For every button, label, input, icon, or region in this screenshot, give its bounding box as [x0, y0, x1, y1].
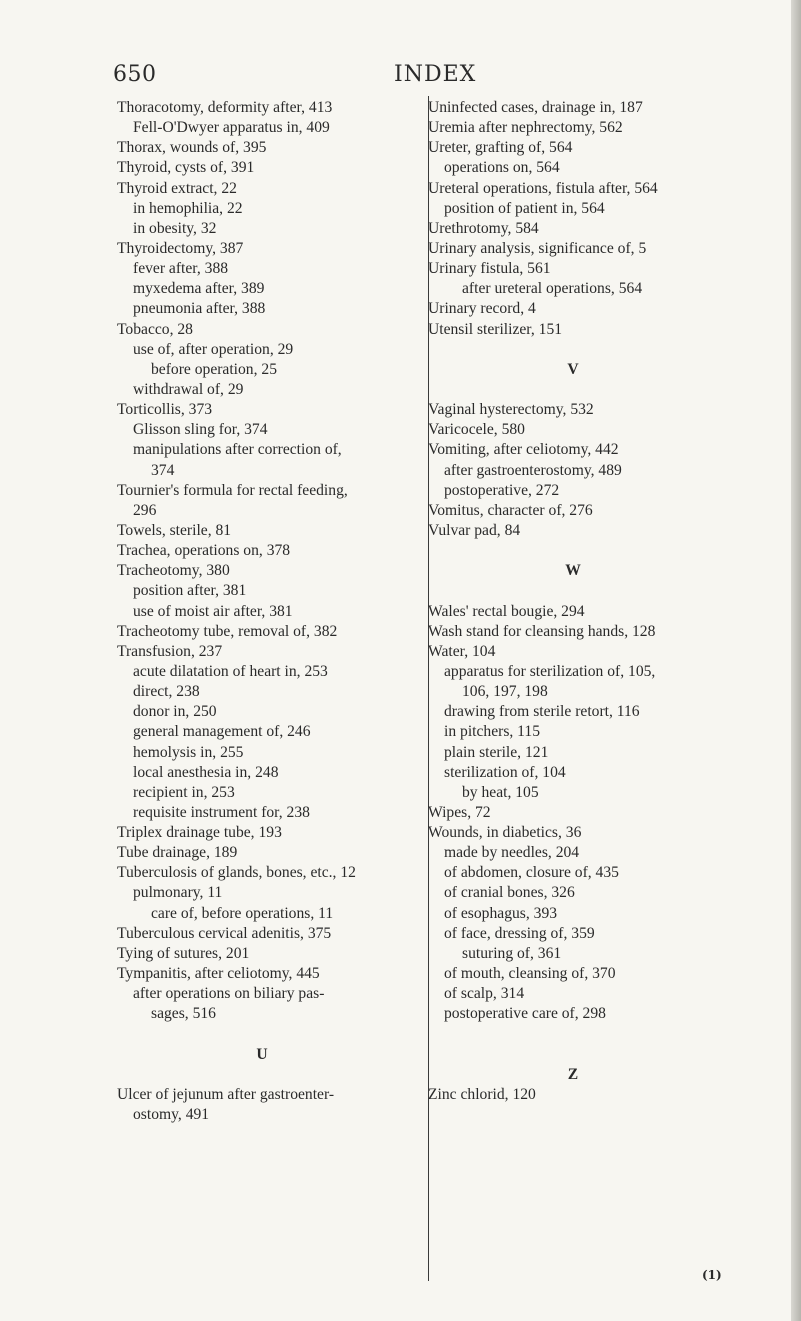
index-subentry: drawing from sterile retort, 116: [444, 703, 640, 721]
section-letter: U: [256, 1045, 268, 1063]
index-subentry: hemolysis in, 255: [133, 743, 244, 761]
index-subentry: ostomy, 491: [133, 1106, 210, 1124]
index-entry: Vulvar pad, 84: [428, 521, 521, 539]
index-subentry: pulmonary, 11: [133, 884, 223, 902]
index-entry: Towels, sterile, 81: [117, 521, 232, 539]
index-entry: Transfusion, 237: [117, 642, 223, 660]
index-subentry: withdrawal of, 29: [133, 380, 244, 398]
index-entry: Tuberculosis of glands, bones, etc., 12: [117, 864, 356, 882]
index-subentry: use of, after operation, 29: [133, 340, 294, 358]
index-subentry: 106, 197, 198: [462, 683, 548, 701]
index-entry: Thoracotomy, deformity after, 413: [117, 99, 333, 116]
index-entry: Ureteral operations, fistula after, 564: [428, 179, 658, 197]
index-entry: Wash stand for cleansing hands, 128: [428, 622, 656, 640]
index-subentry: general management of, 246: [133, 723, 311, 741]
index-subentry: apparatus for sterilization of, 105,: [444, 662, 656, 680]
index-subentry: after gastroenterostomy, 489: [444, 461, 622, 479]
index-entry: Utensil sterilizer, 151: [428, 320, 563, 338]
blank-line: [428, 581, 773, 601]
index-entry: Tracheotomy, 380: [117, 562, 230, 580]
index-subentry: in pitchers, 115: [444, 723, 540, 741]
index-subentry: of esophagus, 393: [444, 904, 558, 922]
index-entry: Water, 104: [428, 642, 496, 660]
section-letter: V: [567, 360, 579, 378]
index-subentry: fever after, 388: [133, 260, 229, 278]
index-subentry: use of moist air after, 381: [133, 602, 293, 620]
index-subentry: acute dilatation of heart in, 253: [133, 662, 328, 680]
section-letter: Z: [567, 1065, 579, 1083]
index-subentry: Fell-O'Dwyer apparatus in, 409: [133, 119, 330, 137]
index-entry: Uninfected cases, drainage in, 187: [428, 99, 643, 116]
index-subentry: requisite instrument for, 238: [133, 803, 310, 821]
index-subentry: position of patient in, 564: [444, 199, 605, 217]
index-subentry: by heat, 105: [462, 783, 539, 801]
index-entry: Tuberculous cervical adenitis, 375: [117, 924, 332, 942]
index-entry: Tympanitis, after celiotomy, 445: [117, 965, 320, 983]
index-entry: Wounds, in diabetics, 36: [428, 824, 582, 842]
index-entry: Wales' rectal bougie, 294: [428, 602, 585, 620]
index-subentry: operations on, 564: [444, 159, 560, 177]
index-subentry: recipient in, 253: [133, 783, 235, 801]
blank-line: [117, 1024, 417, 1044]
blank-line: [428, 380, 773, 400]
index-subentry: of abdomen, closure of, 435: [444, 864, 619, 882]
index-subentry: postoperative, 272: [444, 481, 560, 499]
index-subentry: sterilization of, 104: [444, 763, 566, 781]
index-entry: Thyroidectomy, 387: [117, 239, 244, 257]
index-column-right: [428, 98, 773, 1105]
index-entry: Vaginal hysterectomy, 532: [428, 401, 594, 419]
index-subentry: sages, 516: [151, 1005, 216, 1023]
index-entry: Zinc chlorid, 120: [428, 1085, 536, 1103]
index-entry: Tobacco, 28: [117, 320, 193, 338]
index-subentry: before operation, 25: [151, 360, 277, 378]
index-entry: Tracheotomy tube, removal of, 382: [117, 622, 338, 640]
index-entry: Uremia after nephrectomy, 562: [428, 119, 623, 137]
index-entry: Vomiting, after celiotomy, 442: [428, 441, 619, 459]
index-entry: Tournier's formula for rectal feeding,: [117, 481, 348, 499]
blank-line: [428, 340, 773, 360]
index-entry: Wipes, 72: [428, 803, 491, 821]
index-subentry: in hemophilia, 22: [133, 199, 243, 217]
running-head: INDEX: [394, 62, 477, 87]
index-subentry: of mouth, cleansing of, 370: [444, 965, 616, 983]
index-entry: Urinary fistula, 561: [428, 260, 551, 278]
index-entry: Thyroid, cysts of, 391: [117, 159, 255, 177]
index-entry: Torticollis, 373: [117, 401, 213, 419]
index-subentry: donor in, 250: [133, 703, 217, 721]
index-entry: Urethrotomy, 584: [428, 219, 539, 237]
index-entry: Urinary analysis, significance of, 5: [428, 239, 647, 257]
index-subentry: of scalp, 314: [444, 985, 525, 1003]
page-number: 650: [113, 62, 157, 87]
blank-line: [428, 1024, 773, 1044]
index-entry: Trachea, operations on, 378: [117, 542, 291, 560]
index-subentry: postoperative care of, 298: [444, 1005, 606, 1023]
blank-line: [428, 1045, 773, 1065]
index-subentry: position after, 381: [133, 582, 247, 600]
index-column-left: [117, 98, 417, 1125]
index-subentry: after ureteral operations, 564: [462, 280, 643, 298]
index-subentry: local anesthesia in, 248: [133, 763, 279, 781]
index-entry: Tying of sutures, 201: [117, 944, 250, 962]
section-letter: W: [565, 562, 581, 580]
index-subentry: of face, dressing of, 359: [444, 924, 595, 942]
index-subentry: 374: [151, 461, 175, 479]
page-edge-shadow: [791, 0, 801, 1321]
index-subentry: made by needles, 204: [444, 844, 580, 862]
blank-line: [428, 541, 773, 561]
signature-mark: (1): [702, 1268, 722, 1282]
index-subentry: manipulations after correction of,: [133, 441, 342, 459]
index-entry: Tube drainage, 189: [117, 844, 238, 862]
index-subentry: 296: [133, 501, 157, 519]
index-entry: Thyroid extract, 22: [117, 179, 237, 197]
index-subentry: in obesity, 32: [133, 219, 217, 237]
index-entry: Ureter, grafting of, 564: [428, 139, 573, 157]
index-subentry: plain sterile, 121: [444, 743, 549, 761]
index-subentry: of cranial bones, 326: [444, 884, 575, 902]
index-entry: Ulcer of jejunum after gastroenter-: [117, 1085, 335, 1103]
index-subentry: care of, before operations, 11: [151, 904, 334, 922]
index-subentry: after operations on biliary pas-: [133, 985, 325, 1003]
index-entry: Varicocele, 580: [428, 421, 525, 439]
index-subentry: myxedema after, 389: [133, 280, 265, 298]
index-entry: Vomitus, character of, 276: [428, 501, 593, 519]
index-entry: Triplex drainage tube, 193: [117, 824, 282, 842]
index-subentry: suturing of, 361: [462, 944, 562, 962]
index-subentry: Glisson sling for, 374: [133, 421, 268, 439]
index-entry: Thorax, wounds of, 395: [117, 139, 267, 157]
index-subentry: direct, 238: [133, 683, 200, 701]
page-header: [0, 62, 801, 88]
index-entry: Urinary record, 4: [428, 300, 536, 318]
index-subentry: pneumonia after, 388: [133, 300, 266, 318]
blank-line: [117, 1065, 417, 1085]
